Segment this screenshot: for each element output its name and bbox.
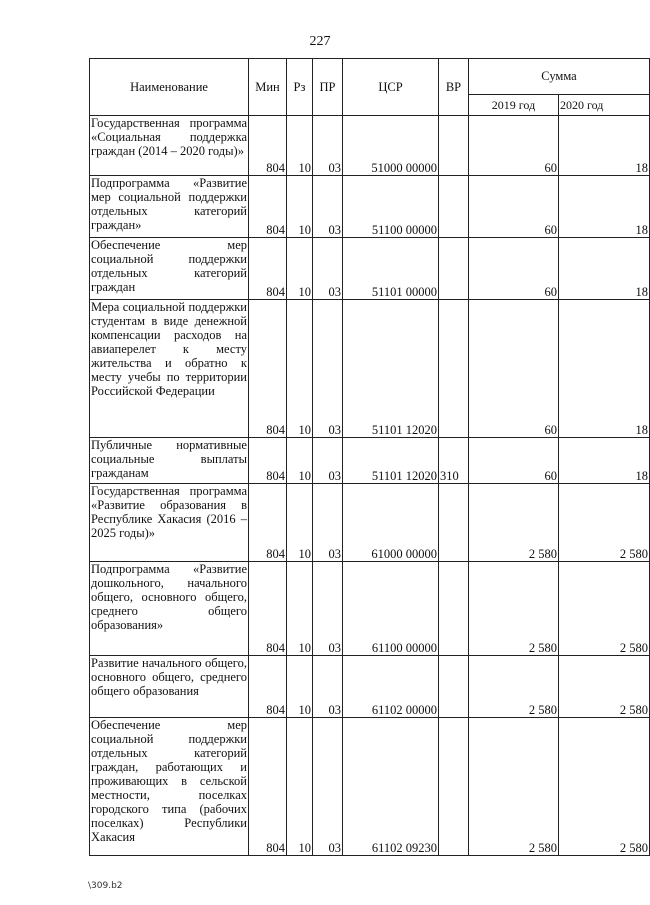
row-name: Подпрограмма «Развитие дошкольного, начального общего, основного общего, среднего общего образования» bbox=[90, 562, 249, 656]
header-sum: Сумма bbox=[469, 59, 650, 95]
header-csr: ЦСР bbox=[343, 59, 439, 116]
row-sum-2020: 18 bbox=[559, 116, 650, 176]
row-vr bbox=[439, 116, 469, 176]
row-min: 804 bbox=[249, 176, 287, 238]
table-row bbox=[90, 718, 650, 856]
row-sum-2019: 2 580 bbox=[469, 718, 559, 856]
row-name: Обеспечение мер социальной поддержки отдельных категорий граждан bbox=[90, 238, 249, 300]
row-rz: 10 bbox=[287, 176, 313, 238]
row-rz: 10 bbox=[287, 116, 313, 176]
row-pr: 03 bbox=[313, 176, 343, 238]
row-rz: 10 bbox=[287, 656, 313, 718]
row-rz: 10 bbox=[287, 300, 313, 438]
row-csr: 51101 12020 bbox=[343, 438, 439, 484]
table-row bbox=[90, 300, 650, 438]
row-vr bbox=[439, 238, 469, 300]
header-vr: ВР bbox=[439, 59, 469, 116]
row-sum-2020: 2 580 bbox=[559, 656, 650, 718]
row-sum-2019: 2 580 bbox=[469, 562, 559, 656]
row-rz: 10 bbox=[287, 438, 313, 484]
table-row bbox=[90, 176, 650, 238]
row-pr: 03 bbox=[313, 484, 343, 562]
header-year-2019: 2019 год bbox=[469, 95, 559, 116]
row-sum-2019: 60 bbox=[469, 238, 559, 300]
row-rz: 10 bbox=[287, 562, 313, 656]
row-csr: 61102 00000 bbox=[343, 656, 439, 718]
row-vr: 310 bbox=[439, 438, 469, 484]
row-pr: 03 bbox=[313, 300, 343, 438]
row-csr: 51101 00000 bbox=[343, 238, 439, 300]
row-sum-2020: 18 bbox=[559, 438, 650, 484]
row-sum-2020: 18 bbox=[559, 238, 650, 300]
table-row bbox=[90, 238, 650, 300]
footer-code: \309.b2 bbox=[88, 881, 123, 891]
row-pr: 03 bbox=[313, 116, 343, 176]
budget-table bbox=[89, 58, 650, 856]
row-pr: 03 bbox=[313, 238, 343, 300]
header-rz: Рз bbox=[287, 59, 313, 116]
row-sum-2020: 18 bbox=[559, 176, 650, 238]
row-sum-2019: 2 580 bbox=[469, 656, 559, 718]
row-vr bbox=[439, 176, 469, 238]
row-csr: 61100 00000 bbox=[343, 562, 439, 656]
row-sum-2020: 18 bbox=[559, 300, 650, 438]
row-name: Мера социальной поддержки студентам в виде денежной компенсации расходов на авиаперелет к месту жительства и обратно к месту учебы по территории Российской Федерации bbox=[90, 300, 249, 438]
row-name: Развитие начального общего, основного общего, среднего общего образования bbox=[90, 656, 249, 718]
row-pr: 03 bbox=[313, 438, 343, 484]
row-sum-2020: 2 580 bbox=[559, 562, 650, 656]
row-sum-2019: 2 580 bbox=[469, 484, 559, 562]
row-vr bbox=[439, 300, 469, 438]
row-vr bbox=[439, 656, 469, 718]
row-name: Государственная программа «Социальная поддержка граждан (2014 – 2020 годы)» bbox=[90, 116, 249, 176]
row-vr bbox=[439, 718, 469, 856]
header-name: Наименование bbox=[90, 59, 249, 116]
row-sum-2019: 60 bbox=[469, 300, 559, 438]
table-row bbox=[90, 562, 650, 656]
row-vr bbox=[439, 484, 469, 562]
row-min: 804 bbox=[249, 300, 287, 438]
row-min: 804 bbox=[249, 484, 287, 562]
row-sum-2019: 60 bbox=[469, 116, 559, 176]
row-min: 804 bbox=[249, 438, 287, 484]
table-row bbox=[90, 656, 650, 718]
row-min: 804 bbox=[249, 562, 287, 656]
header-min: Мин bbox=[249, 59, 287, 116]
row-min: 804 bbox=[249, 238, 287, 300]
row-rz: 10 bbox=[287, 238, 313, 300]
row-min: 804 bbox=[249, 656, 287, 718]
row-name: Подпрограмма «Развитие мер социальной поддержки отдельных категорий граждан» bbox=[90, 176, 249, 238]
row-name: Публичные нормативные социальные выплаты гражданам bbox=[90, 438, 249, 484]
row-csr: 61102 09230 bbox=[343, 718, 439, 856]
row-name: Государственная программа «Развитие образования в Республике Хакасия (2016 – 2025 годы)» bbox=[90, 484, 249, 562]
row-sum-2020: 2 580 bbox=[559, 718, 650, 856]
row-pr: 03 bbox=[313, 718, 343, 856]
table-row bbox=[90, 438, 650, 484]
row-csr: 61000 00000 bbox=[343, 484, 439, 562]
row-rz: 10 bbox=[287, 718, 313, 856]
table-row bbox=[90, 484, 650, 562]
row-csr: 51101 12020 bbox=[343, 300, 439, 438]
row-sum-2019: 60 bbox=[469, 176, 559, 238]
row-rz: 10 bbox=[287, 484, 313, 562]
page-number: 227 bbox=[309, 34, 331, 49]
row-vr bbox=[439, 562, 469, 656]
row-name: Обеспечение мер социальной поддержки отдельных категорий граждан, работающих и проживающих в сельской местности, поселках городского типа (рабочих поселках) Республики Хакасия bbox=[90, 718, 249, 856]
row-min: 804 bbox=[249, 116, 287, 176]
row-pr: 03 bbox=[313, 656, 343, 718]
header-pr: ПР bbox=[313, 59, 343, 116]
row-csr: 51000 00000 bbox=[343, 116, 439, 176]
row-min: 804 bbox=[249, 718, 287, 856]
row-sum-2019: 60 bbox=[469, 438, 559, 484]
table-row bbox=[90, 116, 650, 176]
row-pr: 03 bbox=[313, 562, 343, 656]
header-year-2020: 2020 год bbox=[559, 95, 650, 116]
row-csr: 51100 00000 bbox=[343, 176, 439, 238]
row-sum-2020: 2 580 bbox=[559, 484, 650, 562]
